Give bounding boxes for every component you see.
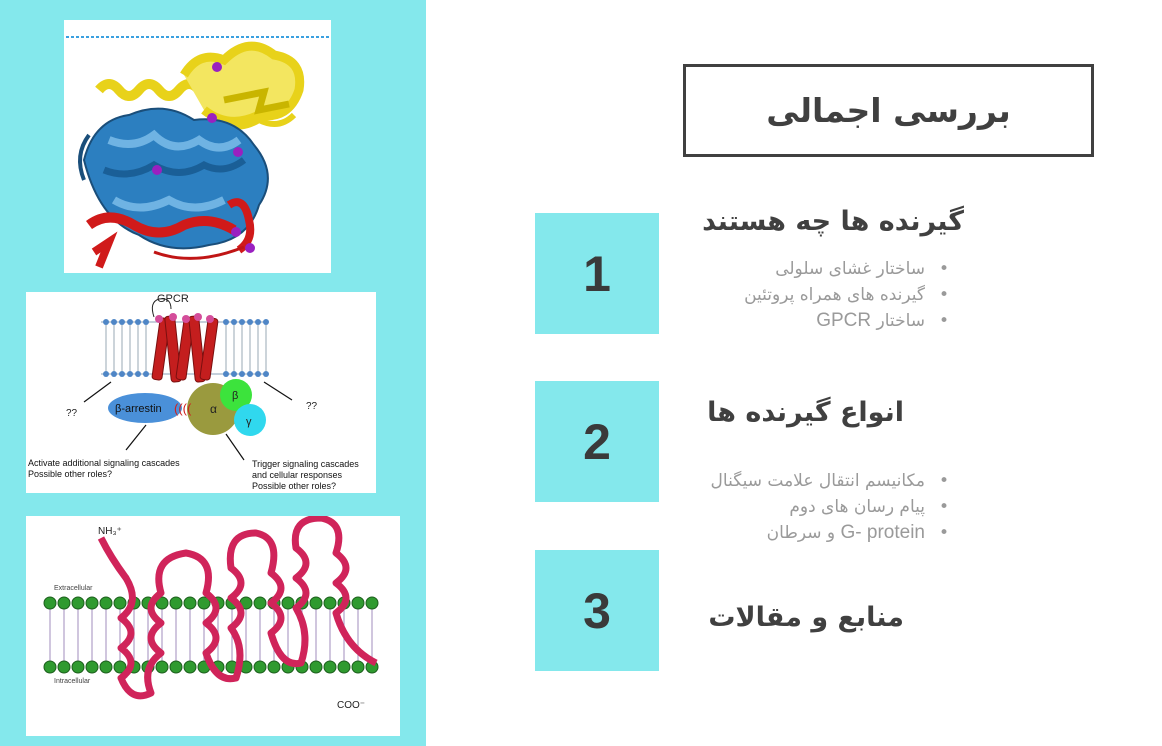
caption-right-line2: and cellular responses bbox=[252, 470, 343, 480]
caption-right-line3: Possible other roles? bbox=[252, 481, 337, 491]
extracellular-label: Extracellular bbox=[54, 585, 93, 592]
membrane-protein-image bbox=[26, 516, 400, 736]
beta-label: β bbox=[232, 390, 239, 402]
caption-left-line2: Possible other roles? bbox=[28, 469, 113, 479]
section-title-2: انواع گیرنده ها bbox=[707, 397, 904, 428]
unknown-right-label: ?? bbox=[306, 401, 318, 412]
intracellular-label: Intracellular bbox=[54, 678, 91, 685]
section-title-1: گیرنده ها چه هستند bbox=[702, 206, 964, 237]
protein-structure-image bbox=[64, 20, 331, 273]
alpha-label: α bbox=[210, 402, 217, 416]
bullet-item: • گیرنده های همراه پروتئین bbox=[744, 282, 951, 308]
nh3-label: NH₃⁺ bbox=[98, 526, 122, 537]
bullet-item: • پیام رسان های دوم bbox=[711, 494, 951, 520]
caption-right-line1: Trigger signaling cascades bbox=[252, 459, 359, 469]
section-number-box-1 bbox=[535, 213, 659, 334]
caption-left-line1: Activate additional signaling cascades bbox=[28, 458, 180, 468]
section-title-3: منابع و مقالات bbox=[708, 602, 904, 633]
section-bullets-1 bbox=[744, 256, 951, 334]
gpcr-diagram-image bbox=[26, 292, 376, 493]
slide-title: بررسی اجمالی bbox=[766, 91, 1011, 130]
slide-title-box bbox=[683, 64, 1094, 157]
unknown-left-label: ?? bbox=[66, 408, 78, 419]
bullet-item: • مکانیسم انتقال علامت سیگنال bbox=[711, 468, 951, 494]
section-bullets-2 bbox=[711, 468, 951, 546]
section-number-box-3 bbox=[535, 550, 659, 671]
section-number-box-2 bbox=[535, 381, 659, 502]
section-number-3: 3 bbox=[583, 582, 611, 639]
section-number-1: 1 bbox=[583, 245, 611, 302]
section-number-2: 2 bbox=[583, 413, 611, 470]
bullet-item: • G- protein و سرطان bbox=[711, 520, 951, 546]
bullet-item: • ساختار GPCR bbox=[744, 308, 951, 334]
gpcr-label: GPCR bbox=[157, 293, 189, 305]
bullet-item: • ساختار غشای سلولی bbox=[744, 256, 951, 282]
arrestin-label: β-arrestin bbox=[115, 403, 162, 415]
gamma-label: γ bbox=[246, 416, 252, 428]
svg-text:((((: (((( bbox=[174, 401, 192, 416]
coo-label: COO⁻ bbox=[337, 700, 366, 711]
